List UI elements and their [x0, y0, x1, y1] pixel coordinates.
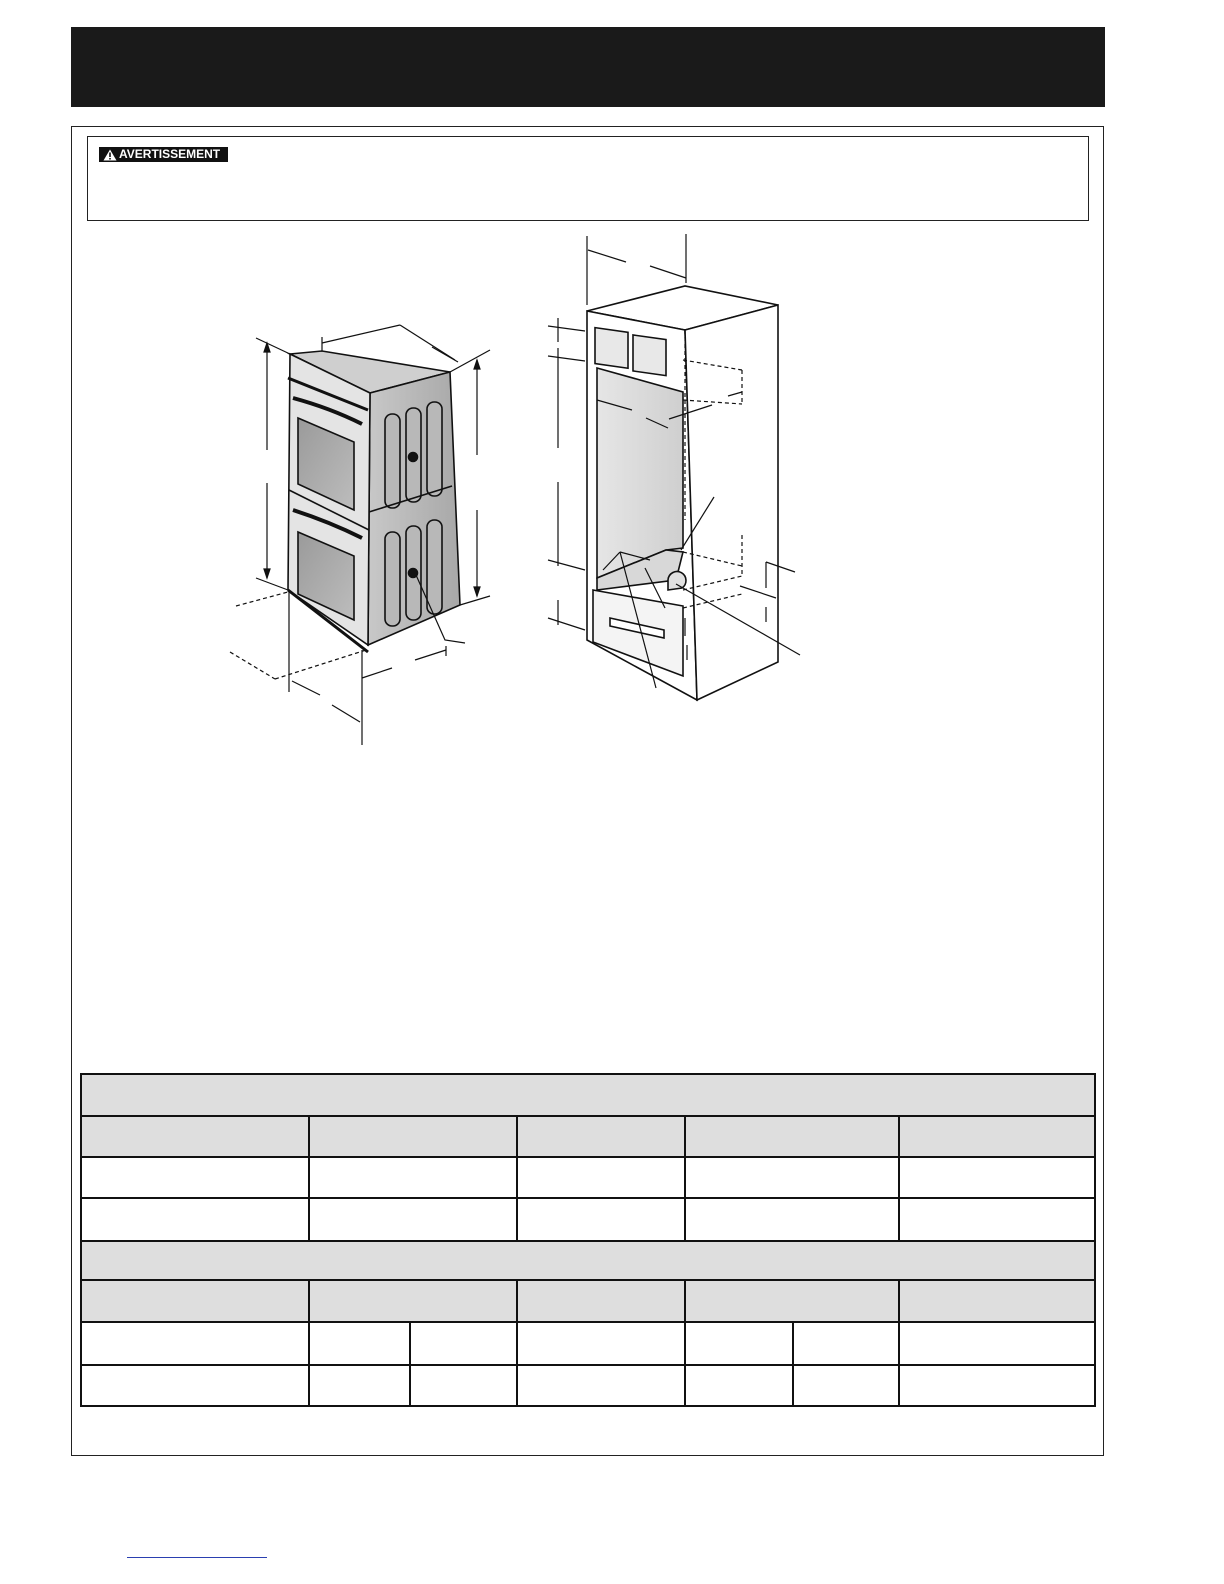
- footer-link-underline[interactable]: [127, 1557, 267, 1558]
- dimensions-table: [80, 1073, 1096, 1407]
- installation-diagram: [0, 0, 1224, 760]
- double-wall-oven: [288, 351, 465, 652]
- upper-junction-box: [409, 453, 418, 462]
- upper-cabinet-door-right: [633, 335, 666, 376]
- cabinet-cutout: [587, 286, 800, 700]
- table-row: [81, 1365, 1095, 1406]
- table-row: [81, 1322, 1095, 1365]
- table-row: [81, 1198, 1095, 1241]
- table-section-header: [81, 1074, 1095, 1116]
- table-column-header-row: [81, 1116, 1095, 1157]
- table-section-header: [81, 1241, 1095, 1280]
- cutout-cavity: [597, 368, 683, 578]
- table-row: [81, 1157, 1095, 1198]
- warning-badge-label: AVERTISSEMENT: [119, 147, 221, 161]
- upper-cabinet-door-left: [595, 328, 628, 369]
- electrical-junction: [668, 572, 686, 590]
- table-column-header-row: [81, 1280, 1095, 1322]
- cabinet-side: [685, 305, 778, 700]
